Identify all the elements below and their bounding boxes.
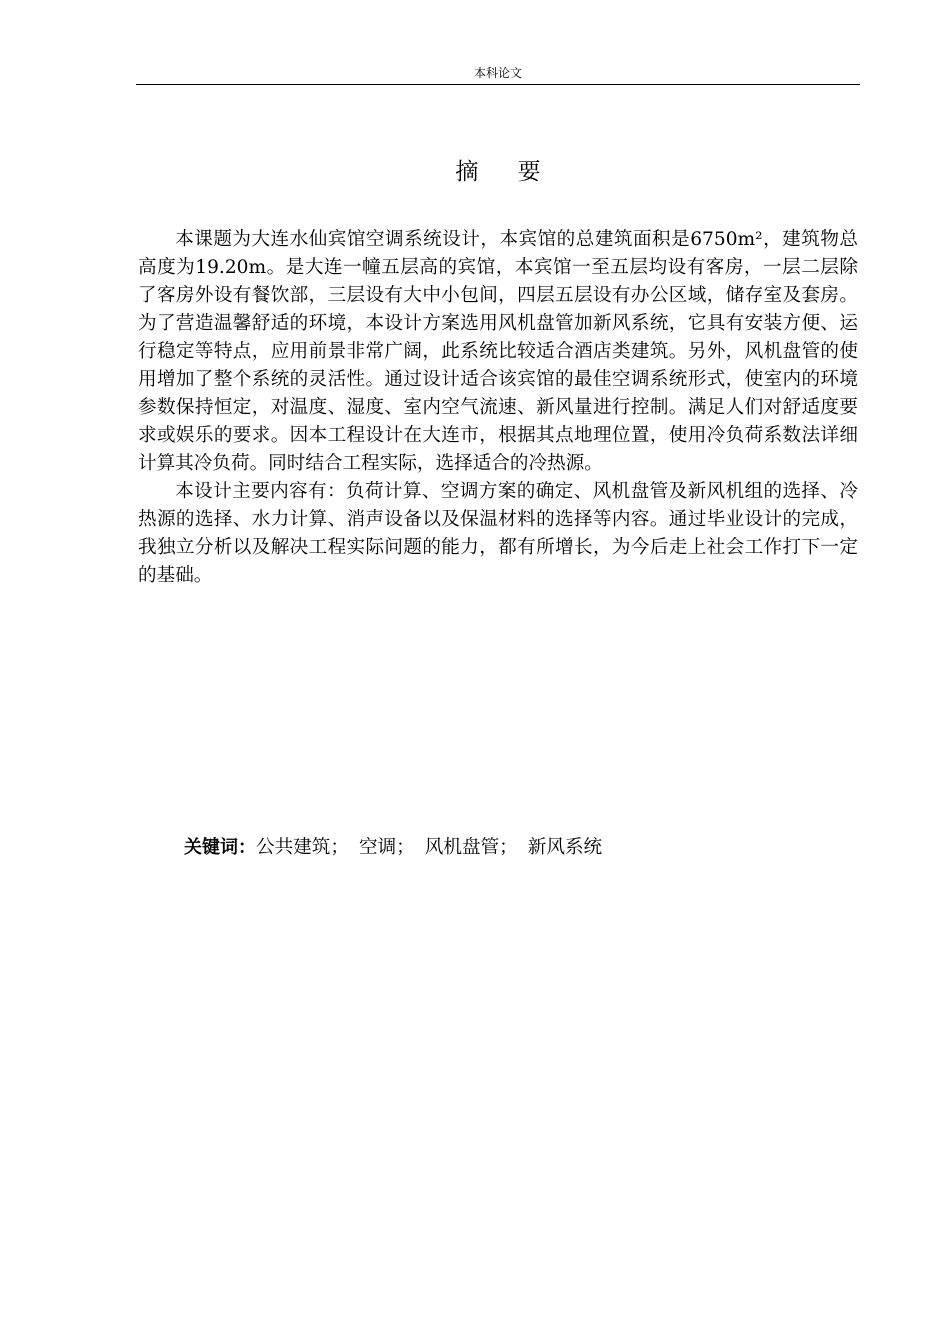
keywords-label: 关键词： <box>184 837 256 858</box>
abstract-paragraph-1: 本课题为大连水仙宾馆空调系统设计，本宾馆的总建筑面积是6750m²，建筑物总高度为19.20m。是大连一幢五层高的宾馆，本宾馆一至五层均设有客房，一层二层除了客房外设有餐饮部，三层设有大中小包间，四层五层设有办公区域，储存室及套房。为了营造温馨舒适的环境，本设计方案选用风机盘管加新风系统，它具有安装方便、运行稳定等特点，应用前景非常广阔，此系统比较适合酒店类建筑。另外，风机盘管的使用增加了整个系统的灵活性。通过设计适合该宾馆的最佳空调系统形式，使室内的环境参数保持恒定，对温度、湿度、室内空气流速、新风量进行控制。满足人们对舒适度要求或娱乐的要求。因本工程设计在大连市，根据其点地理位置，使用冷负荷系数法详细计算其冷负荷。同时结合工程实际，选择适合的冷热源。 <box>138 229 858 474</box>
abstract-title: 摘 要 <box>455 159 557 185</box>
abstract-body <box>138 226 858 590</box>
keyword-item: 新风系统 <box>527 837 603 858</box>
keyword-item: 风机盘管； <box>424 837 518 858</box>
running-title: 本科论文 <box>473 66 522 80</box>
keyword-item: 公共建筑； <box>256 837 349 858</box>
keyword-item: 空调； <box>358 837 415 858</box>
abstract-paragraph-2: 本设计主要内容有：负荷计算、空调方案的确定、风机盘管及新风机组的选择、冷热源的选择、水力计算、消声设备以及保温材料的选择等内容。通过毕业设计的完成，我独立分析以及解决工程实际问题的能力，都有所增长，为今后走上社会工作打下一定的基础。 <box>138 481 858 586</box>
running-header <box>136 64 860 85</box>
keywords-line <box>184 833 864 863</box>
